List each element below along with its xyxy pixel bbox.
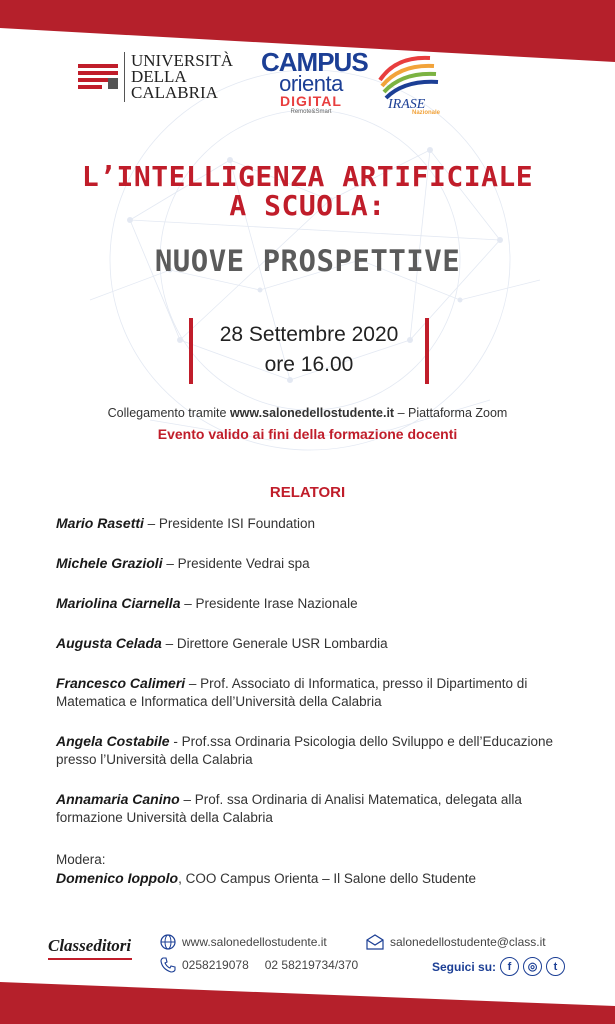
training-validity-note: Evento valido ai fini della formazione docenti xyxy=(157,426,458,442)
speaker-name: Annamaria Canino xyxy=(56,791,180,807)
moderator-role: , COO Campus Orienta – Il Salone dello Studente xyxy=(178,871,477,886)
speaker-item xyxy=(56,674,566,711)
speaker-name: Mariolina Ciarnella xyxy=(56,595,181,611)
speaker-item xyxy=(56,634,566,653)
footer-phone-2[interactable]: 02 58219734/370 xyxy=(264,958,359,972)
speaker-item xyxy=(56,514,566,533)
speaker-name: Mario Rasetti xyxy=(56,515,144,531)
remote-smart-word: Remote&Smart xyxy=(290,109,332,115)
speaker-name: Michele Grazioli xyxy=(56,555,163,571)
svg-text:IRASE: IRASE xyxy=(388,97,426,112)
speaker-item xyxy=(56,554,566,573)
irase-logo xyxy=(376,50,440,114)
title-line-2: A SCUOLA: xyxy=(229,189,386,222)
event-subtitle: NUOVE PROSPETTIVE xyxy=(154,244,461,278)
speaker-role: – Presidente Vedrai spa xyxy=(162,556,310,571)
speaker-role: – Presidente Irase Nazionale xyxy=(180,596,358,611)
svg-text:Nazionale: Nazionale xyxy=(412,110,440,114)
speaker-role: – Prof. Associato di Informatica, presso il Dipartimento di Matematica e Informatica dell’Università della Calabria xyxy=(56,676,528,709)
twitter-icon[interactable]: t xyxy=(546,957,565,976)
speaker-item xyxy=(56,732,566,769)
speaker-item xyxy=(56,790,566,827)
event-time: ore 16.00 xyxy=(264,353,354,376)
unical-separator xyxy=(124,52,125,102)
footer-phone-1[interactable]: 0258219078 xyxy=(182,958,249,972)
speakers-list xyxy=(56,514,566,848)
moderator-name: Domenico Ioppolo xyxy=(56,870,179,886)
phone-icon xyxy=(160,957,176,973)
mail-icon xyxy=(366,934,384,950)
social-links xyxy=(432,957,565,976)
speaker-name: Angela Costabile xyxy=(56,733,170,749)
footer xyxy=(48,930,568,980)
instagram-icon[interactable]: ◎ xyxy=(523,957,542,976)
facebook-icon[interactable]: f xyxy=(500,957,519,976)
campus-word: CAMPUS xyxy=(261,47,368,77)
speaker-role: – Direttore Generale USR Lombardia xyxy=(161,636,388,651)
speakers-heading: RELATORI xyxy=(269,484,346,501)
campus-orienta-logo xyxy=(261,47,368,116)
speaker-name: Francesco Calimeri xyxy=(56,675,186,691)
unical-logo xyxy=(78,52,233,102)
event-title xyxy=(0,162,615,220)
classeditori-logo: Classeditori xyxy=(48,936,131,956)
moderator-line xyxy=(56,869,576,888)
title-line-1: L’INTELLIGENZA ARTIFICIALE xyxy=(81,160,534,193)
footer-website[interactable]: www.salonedellostudente.it xyxy=(160,934,327,950)
unical-name: UNIVERSITÀ DELLA CALABRIA xyxy=(131,51,233,102)
logos-row xyxy=(78,48,548,128)
footer-email[interactable]: salonedellostudente@class.it xyxy=(366,934,546,950)
speaker-name: Augusta Celada xyxy=(56,635,162,651)
connection-site-link[interactable]: www.salonedellostudente.it xyxy=(229,406,395,420)
speaker-role: – Prof. ssa Ordinaria di Analisi Matematica, delegata alla formazione Università della Calabria xyxy=(56,792,522,825)
follow-label: Seguici su: xyxy=(432,959,497,974)
digital-word: DIGITAL xyxy=(280,93,342,109)
event-datetime xyxy=(189,318,429,384)
moderator-label: Modera: xyxy=(56,852,106,867)
speaker-role: - Prof.ssa Ordinaria Psicologia dello Sviluppo e dell’Educazione presso l’Università della Calabria xyxy=(56,734,554,767)
classeditori-underline xyxy=(48,958,132,960)
orienta-word: orienta xyxy=(279,71,343,96)
moderator-block xyxy=(56,850,576,888)
speaker-role: – Presidente ISI Foundation xyxy=(143,516,316,531)
globe-icon xyxy=(160,934,176,950)
speaker-item xyxy=(56,594,566,613)
event-date: 28 Settembre 2020 xyxy=(219,323,399,346)
unical-mark-icon xyxy=(78,64,118,90)
connection-info: Collegamento tramite www.salonedellostudente.it – Piattaforma Zoom xyxy=(107,406,508,420)
footer-phones xyxy=(160,957,358,973)
